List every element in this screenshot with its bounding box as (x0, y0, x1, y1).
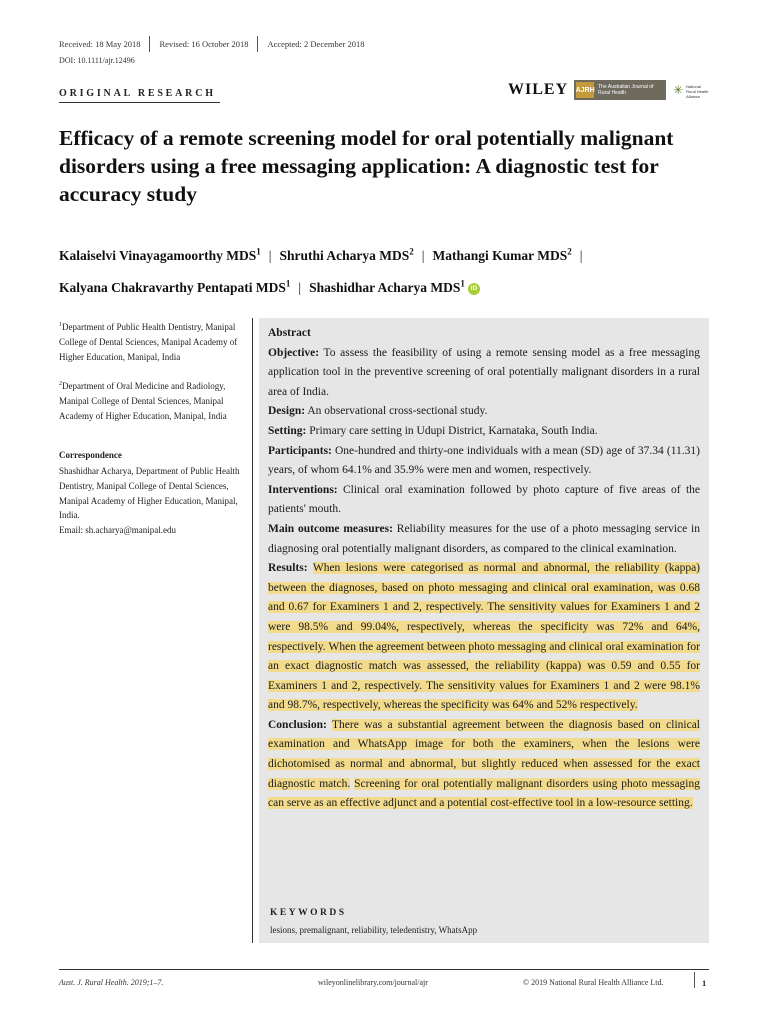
abstract-conclusion: Conclusion: There was a substantial agreement between the diagnosis based on clinical examination and WhatsApp image for both the examiners, when the lesions were dichotomised as normal and abnormal, but slightly reduced when assessed for the exact diagnostic match. Screening for oral potentially malignant disorders using photo messaging can serve as an effective adjunct and a potential cost-effective tool in a low-resource setting. (268, 718, 701, 810)
author[interactable]: Shruthi Acharya MDS$^2$ (279, 246, 414, 263)
highlighted-text[interactable]: Screening for oral potentially malignant disorders using photo messaging can serve as an effective adjunct and a potential cost-effective tool in a low-resource setting. (268, 777, 700, 810)
abstract-participants: Participants: One-hundred and thirty-one individuals with a mean (SD) age of 37.34 (11.31) years, of whom 64.1% and 35.9% were men and women, respectively. (268, 444, 700, 477)
correspondence-heading: Correspondence (59, 450, 122, 460)
accepted-date: Accepted: 2 December 2018 (267, 39, 365, 49)
abstract-heading: Abstract (268, 327, 311, 339)
doi[interactable]: DOI: 10.1111/ajr.12496 (59, 56, 135, 65)
keywords-list: lesions, premalignant, reliability, teledentistry, WhatsApp (270, 925, 478, 935)
alliance-logo (672, 81, 710, 99)
orcid-icon[interactable]: iD (468, 283, 480, 295)
footer-citation: Aust. J. Rural Health. 2019;1–7. (59, 978, 164, 987)
section-label: ORIGINAL RESEARCH (59, 88, 216, 99)
publisher-logos (508, 80, 710, 100)
article-dates (59, 36, 364, 52)
wiley-logo: WILEY (508, 81, 569, 98)
correspondence-address: Shashidhar Acharya, Department of Public Health Dentistry, Manipal College of Dental Sciences, Manipal Academy of Higher Education, Manipal, India. (59, 466, 240, 521)
author-divider: | (298, 280, 302, 295)
abstract-setting: Setting: Primary care setting in Udupi District, Karnataka, South India. (268, 424, 598, 437)
keywords-heading: KEYWORDS (270, 908, 347, 918)
author[interactable]: Shashidhar Acharya MDS$^1$ (309, 278, 465, 295)
abstract-outcome: Main outcome measures: Reliability measures for the use of a photo messaging service in diagnosing oral potentially malignant disorders, as compared to the clinical examination. (268, 522, 701, 555)
journal-logo-text: The Australian Journal of Rural Health (598, 84, 654, 96)
abstract-results: Results: When lesions were categorised as normal and abnormal, the reliability (kappa) between the diagnoses, based on photo messaging and clinical oral examination, was 0.68 and 0.67 for Examiners 1 and 2, respectively. The sensitivity values for Examiners 1 and 2 were 98.5% and 99.04%, respectively, whereas the specificity was 72% and 64%, respectively. When the agreement between photo messaging and clinical oral examination for an exact diagnostic match was assessed, the reliability (kappa) was 0.59 and 0.55 for Examiners 1 and 2, respectively. The sensitivity values for Examiners 1 and 2 were 98.1% and 98.7%, respectively, whereas the specificity was 64% and 52% respectively. (268, 562, 701, 712)
journal-logo (574, 80, 666, 100)
abstract-interventions: Interventions: Clinical oral examination followed by photo capture of five areas of the patients' mouth. (268, 483, 700, 516)
author-list (59, 237, 719, 302)
received-date: Received: 18 May 2018 (59, 39, 141, 49)
author-divider: | (579, 247, 583, 263)
page-number: 1 (702, 978, 707, 988)
author[interactable]: Mathangi Kumar MDS$^2$ (432, 246, 572, 263)
abstract-design: Design: An observational cross-sectional study. (268, 405, 488, 418)
article-title: Efficacy of a remote screening model for oral potentially malignant disorders using a free messaging application: A diagnostic test for accuracy study (59, 126, 674, 206)
footer-rule (59, 969, 709, 970)
author[interactable]: Kalyana Chakravarthy Pentapati MDS$^1$ (59, 278, 291, 295)
highlighted-text[interactable]: There was a substantial agreement between the diagnosis based on clinical examination and WhatsApp image for both the examiners, when the lesions were dichotomised as normal and abnormal, but slightly reduced when assessed for the exact diagnostic match. (268, 718, 701, 790)
footer-copyright: © 2019 National Rural Health Alliance Ltd. (523, 978, 664, 987)
abstract (268, 324, 700, 814)
highlighted-text[interactable]: When lesions were categorised as normal and abnormal, the reliability (kappa) between the diagnoses, based on photo messaging and clinical oral examination, was 0.68 and 0.67 for Examiners 1 and 2, respectively. The sensitivity values for Examiners 1 and 2 were 98.5% and 99.04%, respectively, whereas the specificity was 72% and 64%, respectively. When the agreement between photo messaging and clinical oral examination for an exact diagnostic match was assessed, the reliability (kappa) was 0.59 and 0.55 for Examiners 1 and 2, respectively. The sensitivity values for Examiners 1 and 2 were 98.1% and 98.7%, respectively, whereas the specificity was 64% and 52% respectively. (268, 562, 701, 712)
correspondence-email[interactable]: Email: sh.acharya@manipal.edu (59, 525, 176, 536)
section-rule (59, 102, 220, 103)
correspondence (59, 464, 249, 538)
revised-date: Revised: 16 October 2018 (159, 39, 249, 49)
footer-url[interactable]: wileyonlinelibrary.com/journal/ajr (318, 978, 428, 987)
affiliation-1: $^1$Department of Public Health Dentistry, Manipal College of Dental Sciences, Manipal Academy of Higher Education, Manipal, India (59, 322, 238, 362)
leaf-icon: ✳ (673, 83, 684, 97)
author-divider: | (268, 247, 272, 263)
alliance-logo-text: National Rural Health Alliance (686, 84, 709, 99)
affiliation-2: $^2$Department of Oral Medicine and Radiology, Manipal College of Dental Sciences, Manipal Academy of Higher Education, Manipal, India (59, 381, 227, 421)
date-divider (257, 36, 258, 52)
abstract-objective: Objective: To assess the feasibility of using a remote sensing model as a free messaging application tool in the preventive screening of oral potentially malignant disorders in a rural area of India. (268, 346, 701, 398)
date-divider (149, 36, 150, 52)
journal-logo-mark: AJRH (576, 82, 594, 98)
author[interactable]: Kalaiselvi Vinayagamoorthy MDS$^1$ (59, 246, 261, 263)
column-divider (252, 318, 253, 943)
footer-divider (694, 972, 695, 988)
author-divider: | (421, 247, 425, 263)
